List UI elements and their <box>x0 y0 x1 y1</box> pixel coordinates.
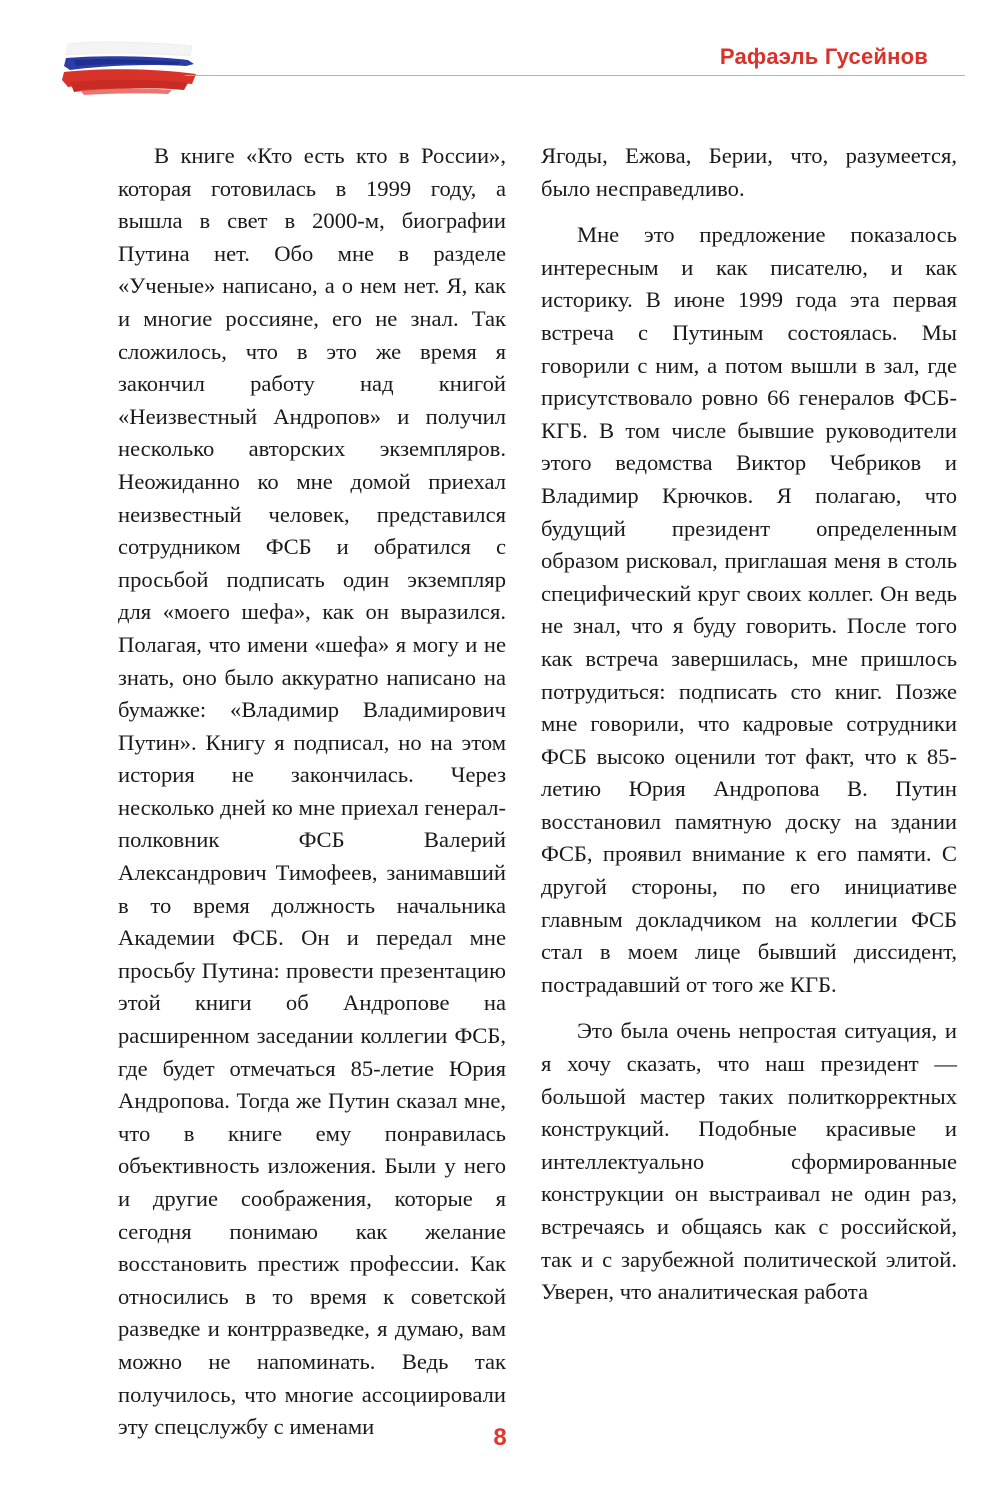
russian-flag-brushstroke-icon <box>60 38 200 104</box>
header-divider <box>185 75 965 76</box>
paragraph: Это была очень непростая ситуация, и я хочу сказать, что наш президент — большой мастер таких политкорректных конструкций. Подобные красивые и интеллектуально сформированные конструкции он выстраивал не один раз, встречаясь и общаясь как с российской, так и с зарубежной политической элитой. Уверен, что аналитическая работа <box>541 1018 957 1305</box>
paragraph: В книге «Кто есть кто в России», которая готовилась в 1999 году, а вышла в свет в 2000-м, биографии Путина нет. Обо мне в разделе «Ученые» написано, а о нем нет. Я, как и многие россияне, его не знал. Так сложилось, что в это же время я закончил работу над книгой «Неизвестный Андропов» и получил несколько авторских экземпляров. Неожиданно ко мне домой приехал неизвестный человек, представился сотрудником ФСБ и обратился с просьбой подписать один экземпляр для «моего шефа», как он выразился. Полагая, что имени «шефа» я могу и не знать, оно было аккуратно написано на бумажке: «Владимир Владимирович Путин». Книгу я подписал, но на этом история не закончилась. Через несколько дней ко мне приехал генерал-полковник ФСБ Валерий Александрович Тимофеев, занимавший в то время должность начальника Академии ФСБ. Он и передал мне просьбу Путина: провести презентацию этой книги об Андропове на расширенном заседании коллегии ФСБ, где будет отмечаться 85-летие Юрия Андропова. Тогда же Путин сказал мне, что в книге ему понравилась объективность изложения. Были у него и другие соображения, которые я сегодня понимаю как желание восстановить престиж профессии. Как относились в то время к советской разведке и контрразведке, я думаю, вам можно не напоминать. Ведь так получилось, что многие ассоциировали эту спецслужбу с именами <box>118 143 506 1440</box>
running-header-author: Рафаэль Гусейнов <box>719 44 928 69</box>
left-column <box>118 140 506 1444</box>
paragraph: Ягоды, Ежова, Берии, что, разумеется, было несправедливо. <box>541 143 957 201</box>
page-number: 8 <box>493 1424 507 1451</box>
paragraph: Мне это предложение показалось интересным и как писателю, и как историку. В июне 1999 года эта первая встреча с Путиным состоялась. Мы говорили с ним, а потом вышли в зал, где присутствовало ровно 66 генералов ФСБ-КГБ. В том числе бывшие руководители этого ведомства Виктор Чебриков и Владимир Крючков. Я полагаю, что будущий президент определенным образом рисковал, приглашая меня в столь специфический круг своих коллег. Он ведь не знал, что я буду говорить. После того как встреча завершилась, мне пришлось потрудиться: подписать сто книг. Позже мне говорили, что кадровые сотрудники ФСБ высоко оценили тот факт, что к 85-летию Юрия Андропова В. Путин восстановил памятную доску на здании ФСБ, проявил внимание к его памяти. С другой стороны, по его инициативе главным докладчиком на коллегии ФСБ стал в моем лице бывший диссидент, пострадавший от того же КГБ. <box>541 222 957 997</box>
right-column <box>541 140 957 1309</box>
